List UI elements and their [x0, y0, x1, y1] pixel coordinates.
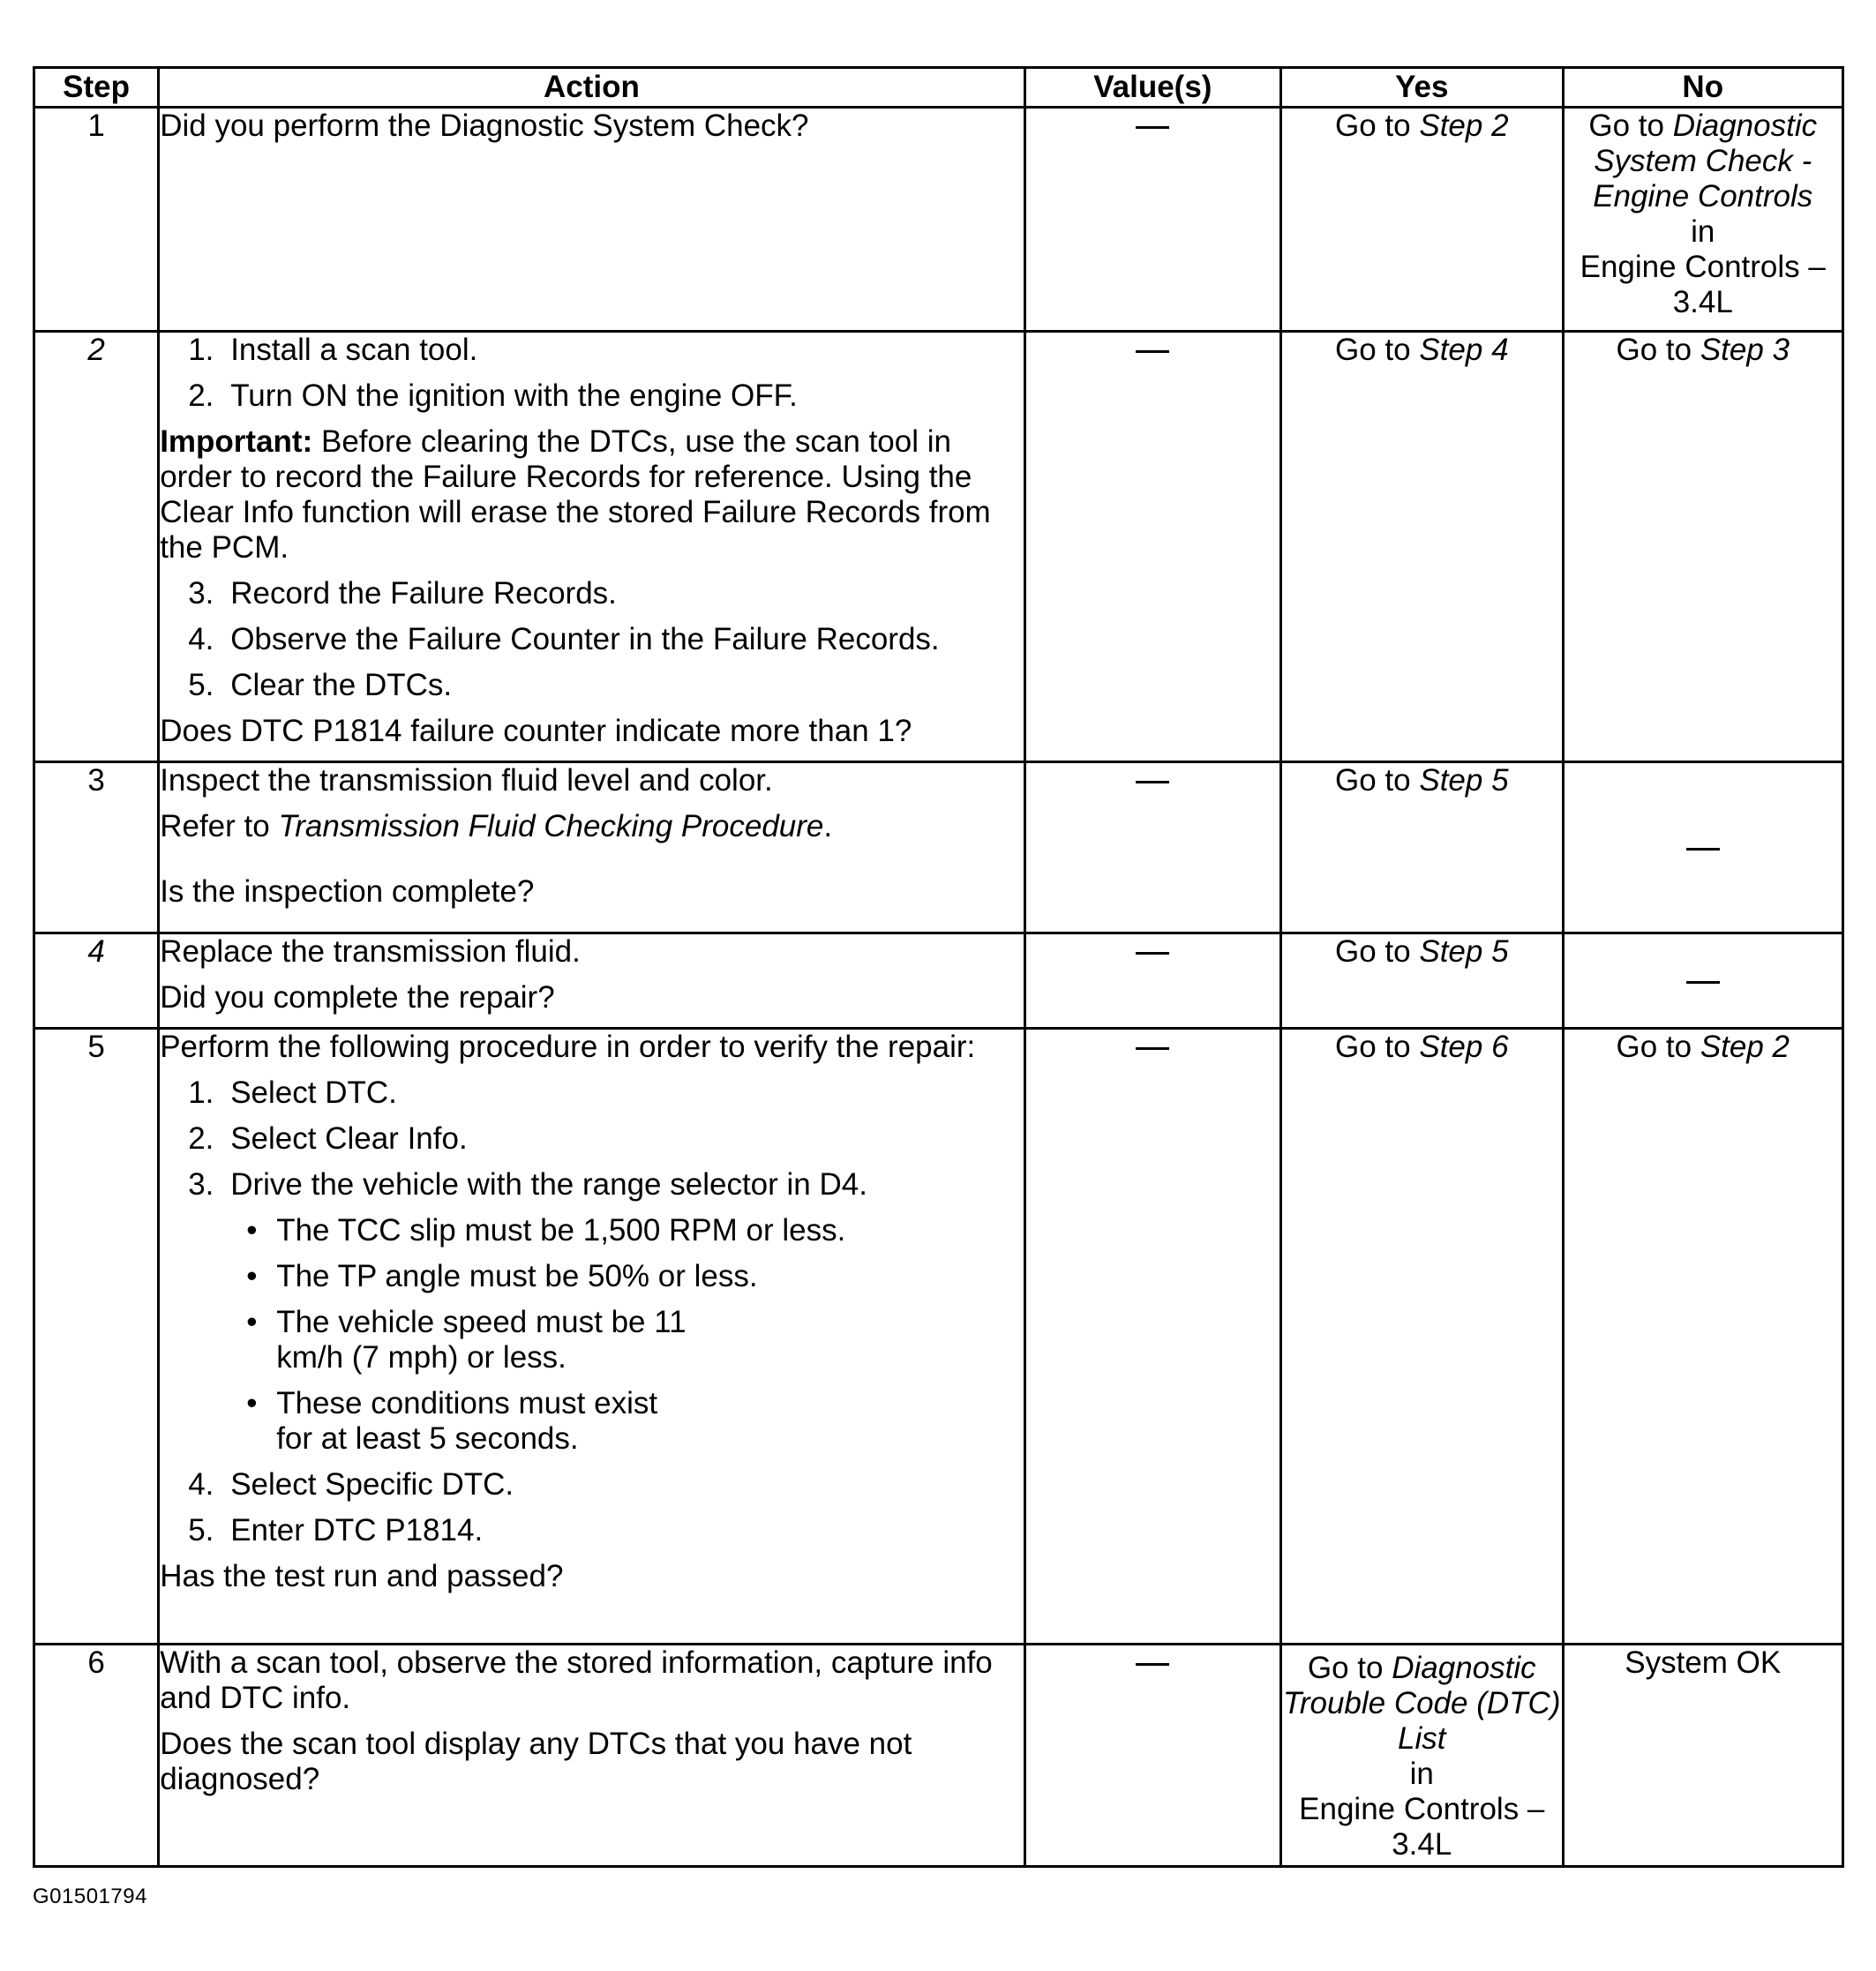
step-number: 6	[34, 1645, 159, 1867]
refer-link[interactable]: Transmission Fluid Checking Procedure	[278, 809, 824, 843]
goto-link[interactable]: Step 6	[1419, 1030, 1509, 1064]
action-intro: Perform the following procedure in order to verify the repair:	[160, 1030, 976, 1064]
goto-prefix: Go to	[1335, 109, 1411, 143]
yes-cell	[1281, 1029, 1563, 1645]
goto-prefix: Go to	[1307, 1651, 1384, 1685]
figure-code: G01501794	[33, 1885, 147, 1908]
bullet-item: • The TP angle must be 50% or less.	[246, 1259, 758, 1293]
list-item: 3. Record the Failure Records.	[188, 576, 617, 611]
bullet-item: • The TCC slip must be 1,500 RPM or less.	[246, 1213, 846, 1248]
goto-prefix: Go to	[1335, 934, 1411, 969]
action-question: Has the test run and passed?	[160, 1559, 564, 1593]
value-cell	[1024, 762, 1280, 933]
table-row	[34, 332, 1843, 762]
action-question: Is the inspection complete?	[160, 874, 535, 909]
no-cell	[1563, 1645, 1843, 1867]
goto-prefix: Go to	[1616, 1030, 1692, 1064]
value-cell	[1024, 1645, 1280, 1867]
refer-line: Refer to Transmission Fluid Checking Procedure.	[160, 809, 833, 843]
no-result: System OK	[1625, 1645, 1782, 1680]
dash	[1136, 781, 1169, 783]
yes-cell	[1281, 332, 1563, 762]
goto-manual: Engine Controls – 3.4L	[1299, 1792, 1545, 1862]
action-question: Does DTC P1814 failure counter indicate more than 1?	[160, 714, 912, 748]
goto-link[interactable]: Step 2	[1700, 1030, 1790, 1064]
dash	[1136, 1047, 1169, 1050]
yes-cell	[1281, 108, 1563, 332]
goto-link[interactable]: Diagnostic System Check - Engine Controls	[1593, 109, 1818, 214]
header-no: No	[1563, 68, 1843, 108]
diagnostic-table	[33, 66, 1844, 1868]
goto-prefix: Go to	[1588, 109, 1664, 143]
action-line: Inspect the transmission fluid level and color.	[160, 763, 773, 798]
action-question: Did you complete the repair?	[160, 980, 555, 1015]
list-item: 1. Install a scan tool.	[188, 333, 478, 367]
list-item: 5. Clear the DTCs.	[188, 668, 453, 702]
goto-link[interactable]: Step 3	[1700, 333, 1790, 367]
no-cell	[1563, 108, 1843, 332]
table-row	[34, 762, 1843, 933]
yes-cell	[1281, 762, 1563, 933]
action-cell	[159, 1029, 1024, 1645]
step-number: 5	[34, 1029, 159, 1645]
list-item: 2. Select Clear Info.	[188, 1121, 468, 1156]
action-cell	[159, 332, 1024, 762]
action-question: Does the scan tool display any DTCs that you have not diagnosed?	[160, 1727, 912, 1796]
dash	[1136, 952, 1169, 955]
step-number: 2	[34, 332, 159, 762]
step-number: 3	[34, 762, 159, 933]
value-cell	[1024, 933, 1280, 1029]
important-label: Important:	[160, 424, 313, 459]
goto-prefix: Go to	[1335, 1030, 1411, 1064]
value-cell	[1024, 108, 1280, 332]
header-yes: Yes	[1281, 68, 1563, 108]
action-cell	[159, 933, 1024, 1029]
goto-prefix: Go to	[1616, 333, 1692, 367]
no-cell	[1563, 1029, 1843, 1645]
table-row	[34, 108, 1843, 332]
goto-manual: Engine Controls – 3.4L	[1580, 250, 1826, 319]
important-note	[160, 424, 1023, 566]
value-cell	[1024, 1029, 1280, 1645]
dash	[1136, 126, 1169, 129]
step-number: 4	[34, 933, 159, 1029]
yes-cell	[1281, 933, 1563, 1029]
goto-prefix: Go to	[1335, 333, 1411, 367]
goto-in: in	[1409, 1757, 1434, 1791]
list-item: 5. Enter DTC P1814.	[188, 1513, 484, 1548]
no-cell	[1563, 933, 1843, 1029]
action-cell	[159, 762, 1024, 933]
goto-link[interactable]: Step 5	[1419, 934, 1509, 969]
bullet-item: • The vehicle speed must be 11 km/h (7 mph) or less.	[246, 1305, 687, 1375]
goto-link[interactable]: Diagnostic Trouble Code (DTC) List	[1283, 1651, 1561, 1756]
table-row	[34, 1029, 1843, 1645]
list-item: 1. Select DTC.	[188, 1075, 397, 1110]
action-cell	[159, 1645, 1024, 1867]
value-cell	[1024, 332, 1280, 762]
header-row	[34, 68, 1843, 108]
list-item: 3. Drive the vehicle with the range selector in D4.	[188, 1167, 867, 1202]
dash	[1136, 350, 1169, 353]
action-line: With a scan tool, observe the stored information, capture info and DTC info.	[160, 1645, 993, 1715]
list-item: 4. Observe the Failure Counter in the Failure Records.	[188, 622, 940, 656]
goto-in: in	[1691, 214, 1715, 249]
list-item: 4. Select Specific DTC.	[188, 1467, 514, 1502]
no-cell	[1563, 332, 1843, 762]
goto-prefix: Go to	[1335, 763, 1411, 798]
action-question: Did you perform the Diagnostic System Check?	[160, 109, 809, 143]
yes-cell	[1281, 1645, 1563, 1867]
bullet-item: • These conditions must exist for at least 5 seconds.	[246, 1386, 658, 1456]
goto-link[interactable]: Step 4	[1419, 333, 1509, 367]
dash	[1136, 1663, 1169, 1666]
table-row	[34, 933, 1843, 1029]
action-line: Replace the transmission fluid.	[160, 934, 581, 969]
goto-link[interactable]: Step 5	[1419, 763, 1509, 798]
no-cell	[1563, 762, 1843, 933]
important-text: Before clearing the DTCs, use the scan tool in order to record the Failure Records for reference. Using the Clear Info function will erase the stored Failure Records from the PCM.	[160, 424, 991, 565]
table-row	[34, 1645, 1843, 1867]
goto-link[interactable]: Step 2	[1419, 109, 1509, 143]
action-cell	[159, 108, 1024, 332]
step-number: 1	[34, 108, 159, 332]
list-item: 2. Turn ON the ignition with the engine OFF.	[188, 378, 798, 413]
header-values: Value(s)	[1024, 68, 1280, 108]
dash	[1686, 848, 1720, 851]
header-action: Action	[159, 68, 1024, 108]
dash	[1686, 981, 1720, 984]
header-step: Step	[34, 68, 159, 108]
